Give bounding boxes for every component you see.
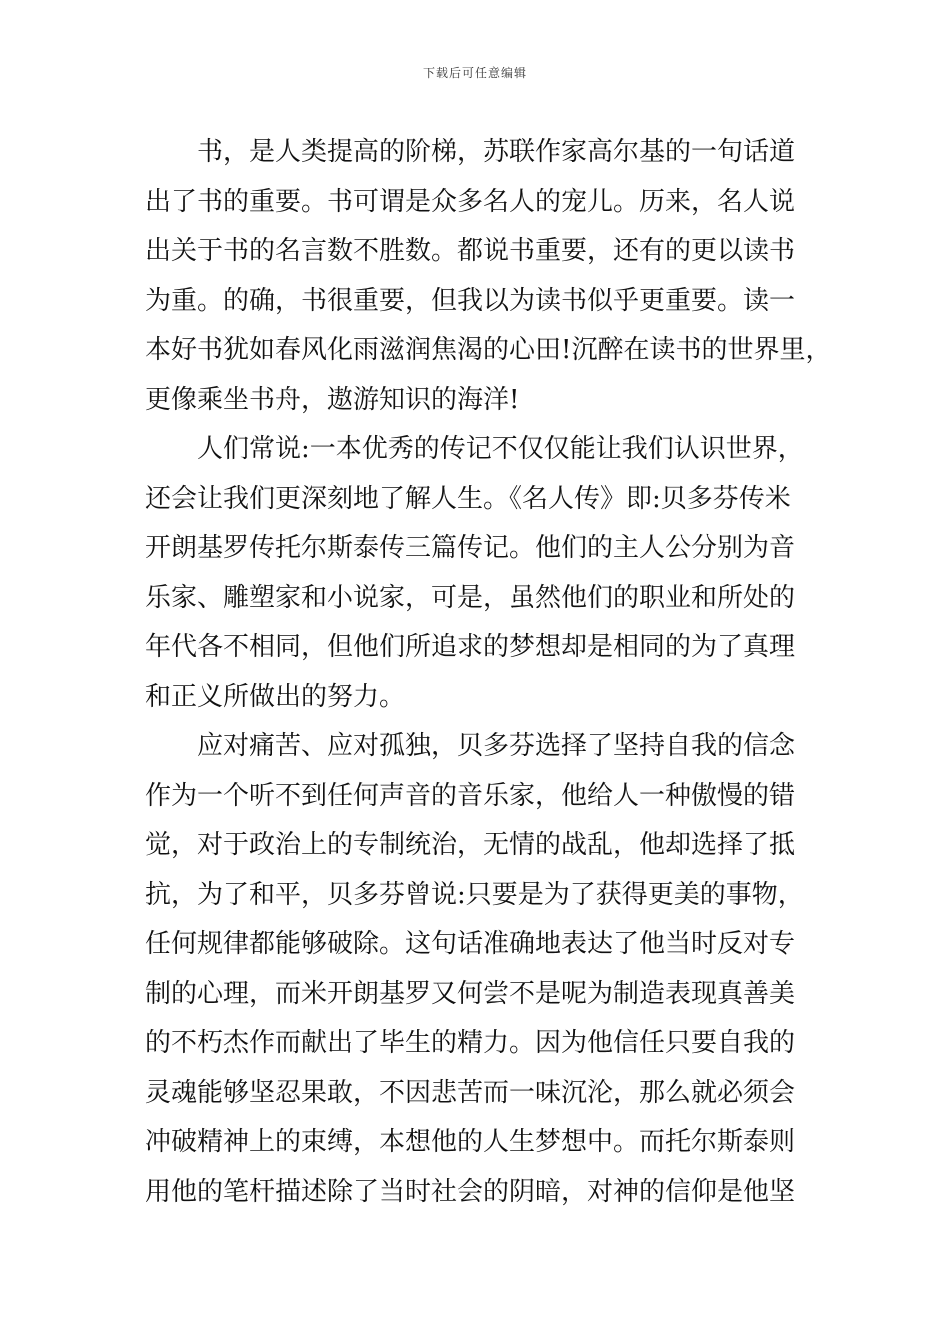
paragraph-3-line-1: 应对痛苦、应对孤独，贝多芬选择了坚持自我的信念 bbox=[197, 731, 796, 761]
paragraph-3-line-9: 冲破精神上的束缚，本想他的人生梦想中。而托尔斯泰则 bbox=[145, 1127, 796, 1157]
paragraph-3-line-8: 灵魂能够坚忍果敢，不因悲苦而一味沉沦，那么就必须会 bbox=[145, 1077, 796, 1108]
paragraph-2-line-2: 还会让我们更深刻地了解人生。《名人传》即:贝多芬传米 bbox=[145, 483, 791, 514]
paragraph-3-line-3: 觉，对于政治上的专制统治，无情的战乱，他却选择了抵 bbox=[145, 830, 796, 860]
paragraph-3-line-2: 作为一个听不到任何声音的音乐家，他给人一种傲慢的错 bbox=[145, 780, 796, 811]
paragraph-3-line-4: 抗，为了和平，贝多芬曾说:只要是为了获得更美的事物， bbox=[145, 879, 804, 910]
paragraph-3-line-6: 制的心理，而米开朗基罗又何尝不是呢为制造表现真善美 bbox=[145, 978, 796, 1009]
paragraph-2-line-3: 开朗基罗传托尔斯泰传三篇传记。他们的主人公分别为音 bbox=[145, 533, 796, 563]
paragraph-1-line-4: 为重。的确，书很重要，但我以为读书似乎更重要。读一 bbox=[145, 285, 796, 316]
paragraph-1-line-3: 出关于书的名言数不胜数。都说书重要，还有的更以读书 bbox=[145, 236, 796, 266]
paragraph-1-line-6: 更像乘坐书舟，遨游知识的海洋! bbox=[145, 384, 520, 415]
paragraph-2-line-6: 和正义所做出的努力。 bbox=[145, 681, 406, 712]
paragraph-2-line-5: 年代各不相同，但他们所追求的梦想却是相同的为了真理 bbox=[145, 632, 796, 662]
paragraph-1-line-1: 书，是人类提高的阶梯，苏联作家高尔基的一句话道 bbox=[197, 137, 796, 167]
paragraph-2-line-1: 人们常说:一本优秀的传记不仅仅能让我们认识世界， bbox=[197, 434, 804, 464]
paragraph-3-line-5: 任何规律都能够破除。这句话准确地表达了他当时反对专 bbox=[145, 929, 796, 959]
paragraph-2-line-4: 乐家、雕塑家和小说家，可是，虽然他们的职业和所处的 bbox=[145, 582, 796, 613]
paragraph-1-line-2: 出了书的重要。书可谓是众多名人的宠儿。历来，名人说 bbox=[145, 186, 796, 217]
document-body bbox=[145, 128, 832, 1217]
paragraph-3-line-10: 用他的笔杆描述除了当时社会的阴暗，对神的信仰是他坚 bbox=[145, 1176, 796, 1207]
paragraph-1-line-5: 本好书犹如春风化雨滋润焦渴的心田!沉醉在读书的世界里， bbox=[145, 335, 832, 365]
page-header: 下载后可任意编辑 bbox=[422, 66, 527, 80]
paragraph-3-line-7: 的不朽杰作而献出了毕生的精力。因为他信任只要自我的 bbox=[145, 1028, 796, 1058]
